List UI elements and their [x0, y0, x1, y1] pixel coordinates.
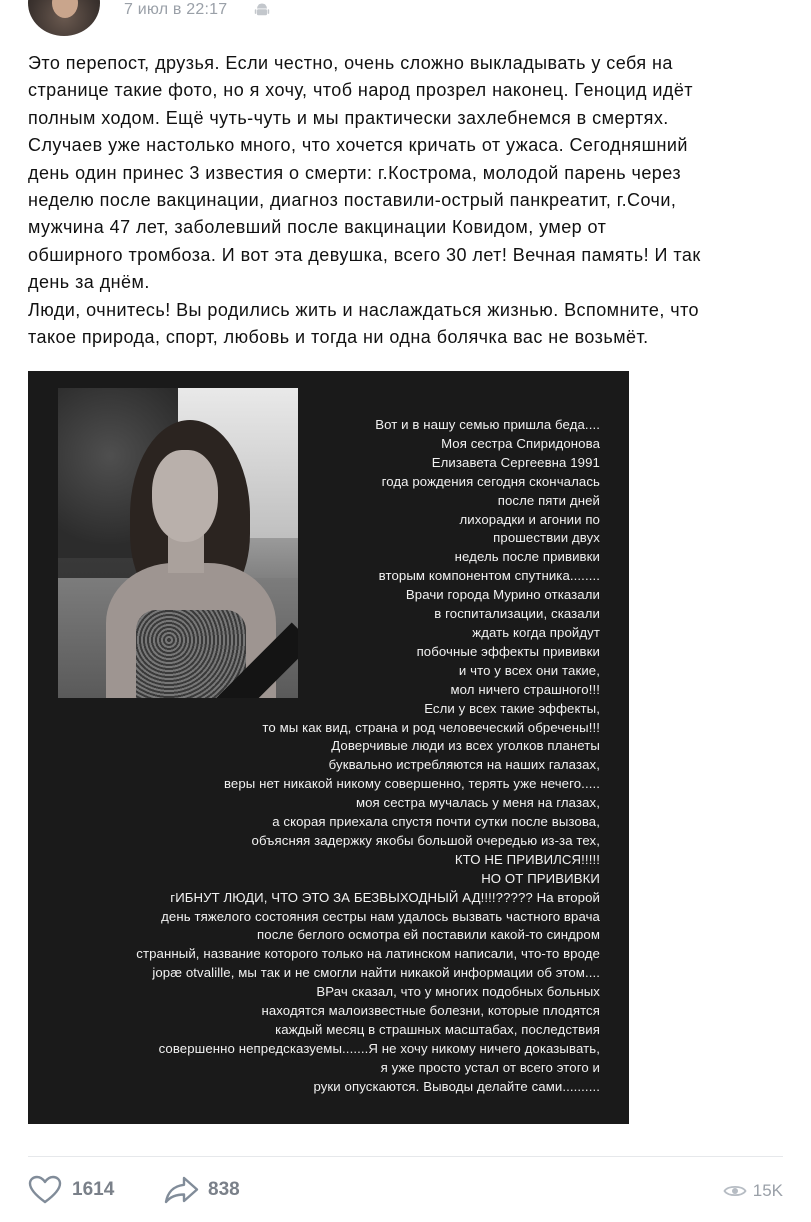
image-text-line: гИБНУТ ЛЮДИ, ЧТО ЭТО ЗА БЕЗВЫХОДНЫЙ АД!!!!????? На второй — [170, 889, 600, 905]
views-counter — [723, 1181, 783, 1201]
image-text-line: буквально истребляются на наших галазах, — [328, 757, 600, 773]
post-image[interactable] — [28, 371, 629, 1124]
post-timestamp[interactable]: 7 июл в 22:17 — [124, 1, 228, 18]
like-button[interactable] — [28, 1175, 114, 1205]
post-text-line: неделю после вакцинации, диагноз поставили-острый панкреатит, г.Сочи, — [28, 190, 677, 211]
views-count: 15K — [752, 1181, 783, 1200]
share-count: 838 — [208, 1179, 240, 1200]
image-text-line: НО ОТ ПРИВИВКИ — [481, 870, 600, 886]
post-text-line: такое природа, спорт, любовь и тогда ни одна болячка вас не возьмёт. — [28, 327, 649, 348]
android-icon — [254, 2, 270, 18]
post-text-line: день за днём. — [28, 272, 150, 293]
image-text-line: Доверчивые люди из всех уголков планеты — [331, 738, 600, 754]
image-text-line: вторым компонентом спутника........ — [378, 568, 600, 584]
image-text-line: после беглого осмотра ей поставили какой-то синдром — [257, 927, 600, 943]
image-text-line: КТО НЕ ПРИВИЛСЯ!!!!! — [454, 851, 600, 867]
image-text-line: объясняя задержку якобы большой очередью из-за тех, — [251, 832, 600, 848]
image-text-line: прошествии двух — [493, 530, 600, 546]
post-text — [28, 50, 793, 351]
image-text-line: а скорая приехала спустя почти сутки после вызова, — [272, 814, 600, 830]
image-text-line: веры нет никакой никому совершенно, терять уже нечего..... — [223, 776, 600, 792]
image-text-line: jopæ otvalille, мы так и не смогли найти никакой информации об этом.... — [152, 965, 600, 981]
image-text-line: ВРач сказал, что у многих подобных больных — [316, 984, 600, 1000]
image-text-line: совершенно непредсказуемы.......Я не хочу никому ничего доказывать, — [158, 1040, 600, 1056]
image-text-line: странный, название которого только на латинском написали, что-то вроде — [136, 946, 600, 962]
image-text-line: Если у всех такие эффекты, — [424, 700, 600, 716]
image-text-line: в госпитализации, сказали — [434, 606, 600, 622]
post-text-line: день один принес 3 известия о смерти: г.Кострома, молодой парень через — [28, 162, 682, 183]
post-text-line: Случаев уже настолько много, что хочется кричать от ужаса. Сегодняшний — [28, 135, 688, 156]
post-text-line: обширного тромбоза. И вот эта девушка, всего 30 лет! Вечная память! И так — [28, 244, 701, 265]
author-avatar[interactable] — [28, 0, 100, 36]
image-text-line: года рождения сегодня скончалась — [381, 473, 600, 489]
image-text-line: и что у всех они такие, — [458, 662, 600, 678]
image-text-line: ждать когда пройдут — [472, 624, 600, 640]
image-text-line: Елизавета Сергеевна 1991 — [431, 454, 600, 470]
image-text-line: Моя сестра Спиридонова — [441, 435, 600, 451]
image-text-line: Врачи города Мурино отказали — [405, 587, 600, 603]
like-count: 1614 — [72, 1179, 115, 1200]
image-text-line: лихорадки и агонии по — [459, 511, 600, 527]
image-text-line: Вот и в нашу семью пришла беда.... — [375, 417, 600, 432]
image-text-line: каждый месяц в страшных масштабах, последствия — [275, 1022, 600, 1037]
post-text-line: Люди, очнитесь! Вы родились жить и наслаждаться жизнью. Вспомните, что — [28, 299, 700, 320]
share-arrow-icon — [164, 1175, 200, 1205]
image-text-line: день тяжелого состояния сестры нам удалось вызвать частного врача — [161, 908, 600, 924]
image-text-line: недель после прививки — [454, 549, 600, 565]
post-text-line: странице такие фото, но я хочу, чтоб народ прозрел наконец. Геноцид идёт — [28, 80, 694, 101]
heart-icon — [28, 1175, 62, 1205]
divider — [28, 1156, 783, 1157]
image-text-line: руки опускаются. Выводы делайте сами.......... — [313, 1078, 600, 1094]
image-text-line: мол ничего страшного!!! — [450, 681, 600, 697]
image-text-line: после пяти дней — [497, 492, 600, 508]
image-text — [48, 416, 600, 1097]
image-text-line: моя сестра мучалась у меня на глазах, — [355, 795, 600, 811]
share-button[interactable] — [164, 1175, 240, 1205]
post-text-line: мужчина 47 лет, заболевший после вакцинации Ковидом, умер от — [28, 217, 607, 238]
image-text-line: то мы как вид, страна и род человеческий обречены!!! — [262, 719, 600, 735]
image-text-line: находятся малоизвестные болезни, которые плодятся — [261, 1003, 600, 1019]
image-text-line: я уже просто устал от всего этого и — [380, 1059, 600, 1075]
post-text-line: Это перепост, друзья. Если честно, очень сложно выкладывать у себя на — [28, 53, 673, 73]
post-text-line: полным ходом. Ещё чуть-чуть и мы практически захлебнемся в смертях. — [28, 107, 669, 128]
eye-icon — [723, 1183, 747, 1199]
image-text-line: побочные эффекты прививки — [416, 643, 600, 659]
